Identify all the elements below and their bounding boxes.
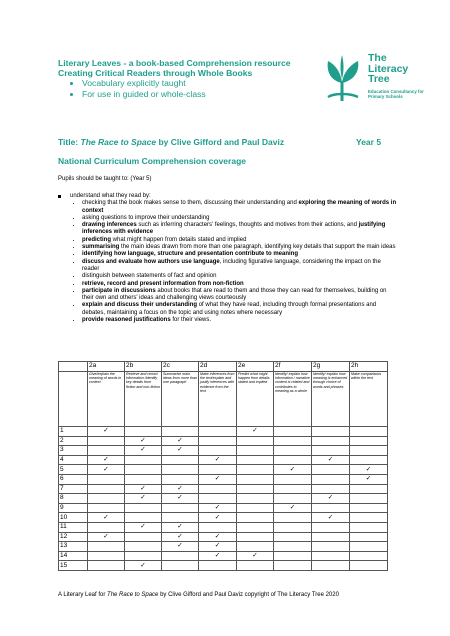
pupils-intro: Pupils should be taught to: (Year 5): [58, 176, 152, 182]
checkmark-cell: [350, 455, 388, 465]
checkmark-cell: [237, 494, 274, 504]
description-cell: Identify/ explain how meaning is enhanced through choice of words and phrases: [312, 372, 350, 427]
list-item: • checking that the book makes sense to them, discussing their understanding and exploring the meaning of words in context: [82, 200, 398, 215]
checkmark-cell: [237, 436, 274, 446]
list-item: • identifying how language, structure and presentation contribute to meaning: [82, 251, 398, 258]
description-cell: Predict what might happen from details stated and implied: [237, 372, 274, 427]
checkmark-cell: [199, 436, 237, 446]
table-body: [59, 427, 388, 571]
checkmark-cell: [125, 427, 162, 437]
logo-word-literacy: Literacy: [368, 62, 409, 75]
coverage-table: [58, 361, 388, 571]
year-label: Year 5: [356, 137, 382, 147]
checkmark-cell: [237, 465, 274, 475]
checkmark-cell: [199, 494, 237, 504]
checkmark-cell: [88, 474, 125, 484]
checkmark-cell: ✓: [350, 474, 388, 484]
table-row: [59, 465, 388, 475]
checkmark-cell: [350, 484, 388, 494]
checkmark-cell: [350, 427, 388, 437]
header-cell: 2e: [237, 362, 274, 372]
curriculum-list: [58, 193, 398, 324]
checkmark-cell: [312, 427, 350, 437]
checkmark-cell: [162, 561, 199, 571]
list-item: • explain and discuss their understanding of what they have read, including through formal presentations and debates, maintaining a focus on the topic and using notes where necessary: [82, 302, 398, 317]
checkmark-cell: ✓: [162, 484, 199, 494]
checkmark-cell: [312, 465, 350, 475]
checkmark-cell: ✓: [312, 494, 350, 504]
logo-word-tree: Tree: [368, 73, 390, 85]
checkmark-cell: ✓: [162, 542, 199, 552]
checkmark-cell: ✓: [125, 436, 162, 446]
row-number: 15: [59, 561, 88, 571]
checkmark-cell: ✓: [125, 522, 162, 532]
checkmark-cell: [312, 551, 350, 561]
checkmark-cell: [125, 551, 162, 561]
checkmark-cell: [125, 513, 162, 523]
checkmark-cell: [350, 436, 388, 446]
section-heading: National Curriculum Comprehension coverage: [58, 156, 246, 166]
checkmark-cell: [312, 474, 350, 484]
checkmark-cell: [350, 551, 388, 561]
checkmark-cell: [199, 427, 237, 437]
checkmark-cell: ✓: [237, 551, 274, 561]
table-row: [59, 427, 388, 437]
checkmark-cell: [274, 474, 312, 484]
footer-book-title: The Race to Space: [107, 592, 159, 598]
checkmark-cell: ✓: [88, 532, 125, 542]
list-item: • provide reasoned justifications for their views.: [82, 317, 398, 324]
description-cell: Make inferences from the text/explain and justify inferences with evidence from the text: [199, 372, 237, 427]
checkmark-cell: ✓: [199, 474, 237, 484]
list-item: • summarising the main ideas drawn from more than one paragraph, identifying key details that support the main ideas: [82, 244, 398, 251]
checkmark-cell: [237, 542, 274, 552]
logo-tagline: Education Consultancy for Primary Schools: [368, 89, 424, 100]
checkmark-cell: [162, 427, 199, 437]
checkmark-cell: ✓: [199, 455, 237, 465]
header-cell: 2a: [88, 362, 125, 372]
row-number: 4: [59, 455, 88, 465]
checkmark-cell: [312, 542, 350, 552]
header-cell: 2f: [274, 362, 312, 372]
table-row: [59, 522, 388, 532]
row-number: 10: [59, 513, 88, 523]
checkmark-cell: ✓: [88, 427, 125, 437]
checkmark-cell: [199, 484, 237, 494]
checkmark-cell: ✓: [199, 513, 237, 523]
table-row: [59, 513, 388, 523]
row-number: 11: [59, 522, 88, 532]
resource-header: [58, 58, 318, 99]
checkmark-cell: [350, 532, 388, 542]
checkmark-cell: ✓: [125, 561, 162, 571]
book-title: The Race to Space: [80, 137, 157, 147]
checkmark-cell: [312, 532, 350, 542]
header-bullet: • For use in guided or whole-class: [82, 89, 318, 100]
description-cell: [59, 372, 88, 427]
checkmark-cell: [274, 455, 312, 465]
checkmark-cell: [88, 436, 125, 446]
table-header-row: [59, 362, 388, 372]
header-cell: 2h: [350, 362, 388, 372]
checkmark-cell: [274, 522, 312, 532]
top-item-text: understand what they read by:: [70, 193, 151, 199]
row-number: 3: [59, 446, 88, 456]
checkmark-cell: ✓: [312, 455, 350, 465]
checkmark-cell: [350, 503, 388, 513]
table-row: [59, 561, 388, 571]
checkmark-cell: ✓: [125, 494, 162, 504]
footer-prefix: A Literary Leaf for: [58, 592, 108, 598]
description-cell: Retrieve and record information /identify key details from fiction and non-fiction: [125, 372, 162, 427]
checkmark-cell: [237, 455, 274, 465]
header-cell: 2d: [199, 362, 237, 372]
checkmark-cell: [237, 561, 274, 571]
checkmark-cell: [88, 522, 125, 532]
checkmark-cell: [274, 532, 312, 542]
table-description-row: [59, 372, 388, 427]
row-number: 9: [59, 503, 88, 513]
header-cell: 2b: [125, 362, 162, 372]
checkmark-cell: ✓: [88, 465, 125, 475]
header-cell: 2c: [162, 362, 199, 372]
checkmark-cell: [312, 484, 350, 494]
table-row: [59, 436, 388, 446]
checkmark-cell: [350, 513, 388, 523]
checkmark-cell: [237, 532, 274, 542]
checkmark-cell: [162, 465, 199, 475]
checkmark-cell: [199, 522, 237, 532]
checkmark-cell: [274, 561, 312, 571]
checkmark-cell: [312, 436, 350, 446]
checkmark-cell: [125, 542, 162, 552]
checkmark-cell: [125, 503, 162, 513]
list-item: • asking questions to improve their understanding: [82, 215, 398, 222]
checkmark-cell: [274, 494, 312, 504]
checkmark-cell: [350, 561, 388, 571]
square-bullet-icon: [58, 195, 61, 198]
list-item: • drawing inferences such as inferring characters' feelings, thoughts and motives from their actions, and justifying inferences with evidence: [82, 222, 398, 237]
checkmark-cell: [199, 561, 237, 571]
header-cell: [59, 362, 88, 372]
row-number: 6: [59, 474, 88, 484]
table-row: [59, 484, 388, 494]
literacy-tree-logo: [320, 52, 424, 115]
table-row: [59, 494, 388, 504]
footer-copyright: [58, 592, 339, 598]
table-row: [59, 532, 388, 542]
footer-suffix: by Clive Gifford and Paul Daviz copyright of The Literacy Tree 2020: [158, 592, 339, 598]
checkmark-cell: [350, 494, 388, 504]
checkmark-cell: ✓: [274, 465, 312, 475]
checkmark-cell: ✓: [88, 455, 125, 465]
list-item: • participate in discussions about books that are read to them and those they can read for themselves, building on their own and others' ideas and challenging views courteously: [82, 288, 398, 303]
checkmark-cell: [312, 446, 350, 456]
checkmark-cell: [350, 446, 388, 456]
checkmark-cell: ✓: [237, 427, 274, 437]
checkmark-cell: [274, 513, 312, 523]
description-cell: Give/explain the meaning of words in context: [88, 372, 125, 427]
checkmark-cell: ✓: [199, 503, 237, 513]
checkmark-cell: [199, 465, 237, 475]
checkmark-cell: ✓: [312, 513, 350, 523]
table-row: [59, 455, 388, 465]
checkmark-cell: [88, 561, 125, 571]
checkmark-cell: [274, 484, 312, 494]
checkmark-cell: [312, 522, 350, 532]
list-item: • retrieve, record and present information from non-fiction: [82, 281, 398, 288]
checkmark-cell: ✓: [350, 465, 388, 475]
checkmark-cell: [350, 542, 388, 552]
description-cell: Identify/ explain how information / narrative content is related and contributes to meaning as a whole: [274, 372, 312, 427]
checkmark-cell: [88, 542, 125, 552]
checkmark-cell: ✓: [162, 446, 199, 456]
checkmark-cell: [237, 503, 274, 513]
checkmark-cell: ✓: [162, 522, 199, 532]
checkmark-cell: [237, 474, 274, 484]
table-row: [59, 446, 388, 456]
book-authors: by Clive Gifford and Paul Daviz: [156, 137, 285, 147]
checkmark-cell: ✓: [199, 551, 237, 561]
row-number: 13: [59, 542, 88, 552]
checkmark-cell: [162, 503, 199, 513]
checkmark-cell: [274, 436, 312, 446]
row-number: 2: [59, 436, 88, 446]
title-prefix: Title:: [58, 137, 81, 147]
table-row: [59, 503, 388, 513]
description-cell: Make comparisons within the text: [350, 372, 388, 427]
checkmark-cell: ✓: [199, 532, 237, 542]
checkmark-cell: [125, 474, 162, 484]
header-cell: 2g: [312, 362, 350, 372]
checkmark-cell: [237, 484, 274, 494]
logo-word-the: The: [368, 52, 387, 64]
table-row: [59, 551, 388, 561]
checkmark-cell: [312, 561, 350, 571]
checkmark-cell: ✓: [162, 436, 199, 446]
checkmark-cell: ✓: [199, 542, 237, 552]
row-number: 12: [59, 532, 88, 542]
header-bullets: [58, 78, 318, 99]
row-number: 8: [59, 494, 88, 504]
checkmark-cell: [274, 446, 312, 456]
checkmark-cell: [162, 551, 199, 561]
book-title-row: [58, 137, 388, 147]
checkmark-cell: [88, 446, 125, 456]
checkmark-cell: [162, 513, 199, 523]
checkmark-cell: ✓: [162, 532, 199, 542]
checkmark-cell: [88, 503, 125, 513]
checkmark-cell: ✓: [274, 503, 312, 513]
checkmark-cell: [274, 542, 312, 552]
tree-leaves-icon: [320, 55, 366, 103]
checkmark-cell: [88, 484, 125, 494]
checkmark-cell: [162, 474, 199, 484]
row-number: 1: [59, 427, 88, 437]
checkmark-cell: [199, 446, 237, 456]
checkmark-cell: ✓: [162, 494, 199, 504]
description-cell: Summarise main ideas from more than one paragraph: [162, 372, 199, 427]
checkmark-cell: [88, 551, 125, 561]
checkmark-cell: [125, 455, 162, 465]
resource-title: Literary Leaves - a book-based Comprehension resource: [58, 58, 291, 68]
checkmark-cell: [350, 522, 388, 532]
table-row: [59, 542, 388, 552]
checkmark-cell: ✓: [88, 513, 125, 523]
list-item: • predicting what might happen from details stated and implied: [82, 237, 398, 244]
top-item: [58, 193, 398, 200]
list-item: • distinguish between statements of fact and opinion: [82, 273, 398, 280]
row-number: 14: [59, 551, 88, 561]
row-number: 5: [59, 465, 88, 475]
table-row: [59, 474, 388, 484]
checkmark-cell: [312, 503, 350, 513]
list-item: • discuss and evaluate how authors use language, including figurative language, considering the impact on the reader: [82, 259, 398, 274]
checkmark-cell: ✓: [125, 446, 162, 456]
checkmark-cell: [237, 446, 274, 456]
checkmark-cell: ✓: [125, 484, 162, 494]
checkmark-cell: [125, 532, 162, 542]
row-number: 7: [59, 484, 88, 494]
checkmark-cell: [125, 465, 162, 475]
header-bullet: • Vocabulary explicitly taught: [82, 78, 318, 89]
checkmark-cell: [274, 427, 312, 437]
checkmark-cell: [162, 455, 199, 465]
checkmark-cell: [274, 551, 312, 561]
resource-subtitle: Creating Critical Readers through Whole Books: [58, 68, 253, 78]
checkmark-cell: [88, 494, 125, 504]
checkmark-cell: [237, 522, 274, 532]
curriculum-items: [58, 200, 398, 324]
checkmark-cell: [237, 513, 274, 523]
